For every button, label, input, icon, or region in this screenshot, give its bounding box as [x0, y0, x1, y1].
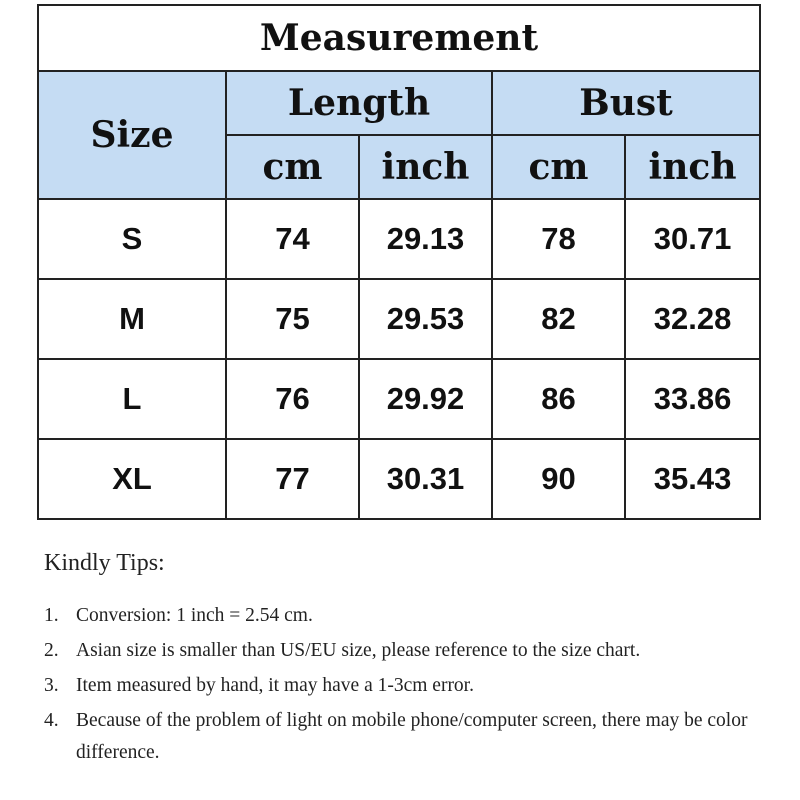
length-inch-cell: 29.13	[359, 199, 492, 279]
length-cm-cell: 76	[226, 359, 359, 439]
table-row	[38, 439, 760, 519]
size-cell: M	[38, 279, 226, 359]
length-inch-header: inch	[359, 135, 492, 199]
size-cell: S	[38, 199, 226, 279]
bust-cm-cell: 86	[492, 359, 625, 439]
bust-inch-cell: 33.86	[625, 359, 760, 439]
tip-number: 2.	[44, 640, 59, 661]
size-cell: XL	[38, 439, 226, 519]
tips-list	[44, 600, 774, 769]
tip-text: Asian size is smaller than US/EU size, please reference to the size chart.	[76, 640, 641, 661]
bust-inch-cell: 30.71	[625, 199, 760, 279]
bust-cm-cell: 90	[492, 439, 625, 519]
length-cm-cell: 77	[226, 439, 359, 519]
length-inch-cell: 29.92	[359, 359, 492, 439]
tip-text: Item measured by hand, it may have a 1-3cm error.	[76, 675, 474, 696]
tip-number: 3.	[44, 675, 59, 696]
length-cm-cell: 74	[226, 199, 359, 279]
length-inch-cell: 30.31	[359, 439, 492, 519]
bust-header: Bust	[492, 71, 760, 135]
tip-text: Conversion: 1 inch = 2.54 cm.	[76, 605, 313, 626]
length-cm-header: cm	[226, 135, 359, 199]
tip-text: Because of the problem of light on mobile phone/computer screen, there may be color difference.	[76, 710, 748, 763]
tip-number: 4.	[44, 710, 59, 731]
bust-cm-cell: 82	[492, 279, 625, 359]
bust-cm-cell: 78	[492, 199, 625, 279]
length-inch-cell: 29.53	[359, 279, 492, 359]
size-header: Size	[38, 71, 226, 199]
table-row	[38, 359, 760, 439]
list-item	[44, 600, 774, 632]
list-item	[44, 705, 774, 769]
list-item	[44, 670, 774, 702]
bust-inch-cell: 32.28	[625, 279, 760, 359]
length-cm-cell: 75	[226, 279, 359, 359]
tips-title: Kindly Tips:	[44, 550, 165, 576]
table-row	[38, 199, 760, 279]
size-cell: L	[38, 359, 226, 439]
table-title: Measurement	[38, 5, 760, 71]
length-header: Length	[226, 71, 492, 135]
list-item	[44, 635, 774, 667]
bust-inch-header: inch	[625, 135, 760, 199]
table-row	[38, 279, 760, 359]
bust-inch-cell: 35.43	[625, 439, 760, 519]
tips-section	[44, 548, 774, 772]
size-chart-table	[37, 4, 761, 520]
tip-number: 1.	[44, 605, 59, 626]
bust-cm-header: cm	[492, 135, 625, 199]
